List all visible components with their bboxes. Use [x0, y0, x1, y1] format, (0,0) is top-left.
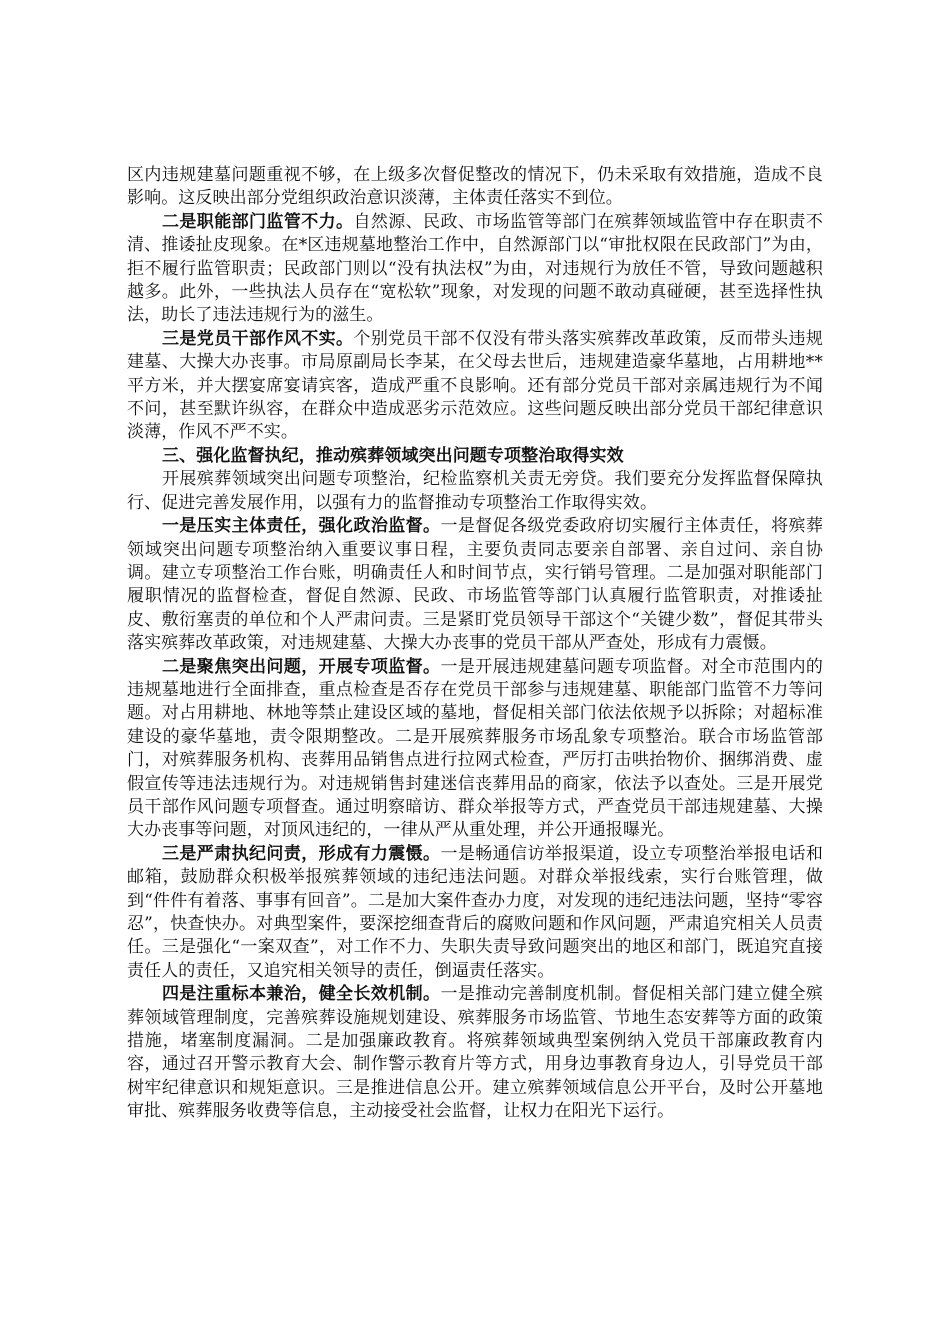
paragraph-text: 一是督促各级党委政府切实履行主体责任，将殡葬领域突出问题专项整治纳入重要议事日程，主要负责同志要亲自部署、亲自过问、亲自协调。建立专项整治工作台账，明确责任人和时间节点，实行销号管理。二是加强对职能部门履职情况的监督检查，督促自然源、民政、市场监管等部门认真履行监管职责，对推诿扯皮、敷衍塞责的单位和个人严肃问责。三是紧盯党员领导干部这个“关键少数”，督促其带头落实殡葬改革政策，对违规建墓、大操大办丧事的党员干部从严查处，形成有力震慑。 [127, 516, 823, 654]
paragraph-responsibility [127, 515, 823, 655]
section-heading [127, 445, 823, 468]
paragraph-lead: 二是聚焦突出问题，开展专项监督。 [162, 656, 441, 677]
paragraph-continuation [127, 164, 823, 211]
paragraph-lead: 三是党员干部作风不实。 [162, 328, 354, 349]
paragraph-lead: 四是注重标本兼治，健全长效机制。 [162, 984, 441, 1005]
paragraph-text: 一是开展违规建墓问题专项监督。对全市范围内的违规墓地进行全面排查，重点检查是否存在党员干部参与违规建墓、职能部门监管不力等问题。对占用耕地、林地等禁止建设区域的墓地，督促相关部门依法依规予以拆除；对超标准建设的豪华墓地，责令限期整改。二是开展殡葬服务市场乱象专项整治。联合市场监管部门，对殡葬服务机构、丧葬用品销售点进行拉网式检查，严厉打击哄抬物价、捆绑消费、虚假宣传等违法违规行为。对违规销售封建迷信丧葬用品的商家，依法予以查处。三是开展党员干部作风问题专项督查。通过明察暗访、群众举报等方式，严查党员干部违规建墓、大操大办丧事等问题，对顶风违纪的，一律从严从重处理，并公开通报曝光。 [127, 656, 823, 841]
paragraph-supervision-weak [127, 211, 823, 328]
paragraph-lead: 一是压实主体责任，强化政治监督。 [162, 516, 441, 537]
section-heading-text: 三、强化监督执纪，推动殡葬领域突出问题专项整治取得实效 [162, 445, 624, 466]
paragraph-text: 个别党员干部不仅没有带头落实殡葬改革政策，反而带头违规建墓、大操大办丧事。市局原副局长李某，在父母去世后，违规建造豪华墓地，占用耕地**平方米，并大摆宴席宴请宾客，造成严重不良影响。还有部分党员干部对亲属违规行为不闻不问，甚至默许纵容，在群众中造成恶劣示范效应。这些问题反映出部分党员干部纪律意识淡薄，作风不严不实。 [127, 328, 823, 443]
paragraph-lead: 三是严肃执纪问责，形成有力震慑。 [162, 843, 441, 864]
paragraph-text: 开展殡葬领域突出问题专项整治，纪检监察机关责无旁贷。我们要充分发挥监督保障执行、促进完善发展作用，以强有力的监督推动专项整治工作取得实效。 [127, 469, 823, 513]
paragraph-cadre-style [127, 328, 823, 445]
paragraph-text: 自然源、民政、市场监管等部门在殡葬领域监管中存在职责不清、推诿扯皮现象。在*区违规墓地整治工作中，自然源部门以“审批权限在民政部门”为由，拒不履行监管职责；民政部门则以“没有执法权”为由，对违规行为放任不管，导致问题越积越多。此外，一些执法人员存在“宽松软”现象，对发现的问题不敢动真碰硬，甚至选择性执法，助长了违法违规行为的滋生。 [127, 211, 823, 326]
paragraph-text: 一是推动完善制度机制。督促相关部门建立健全殡葬领域管理制度，完善殡葬设施规划建设、殡葬服务市场监管、节地生态安葬等方面的政策措施，堵塞制度漏洞。二是加强廉政教育。将殡葬领域典型案例纳入党员干部廉政教育内容，通过召开警示教育大会、制作警示教育片等方式，用身边事教育身边人，引导党员干部树牢纪律意识和规矩意识。三是推进信息公开。建立殡葬领域信息公开平台，及时公开墓地审批、殡葬服务收费等信息，主动接受社会监督，让权力在阳光下运行。 [127, 984, 823, 1122]
paragraph-intro [127, 468, 823, 515]
paragraph-accountability [127, 843, 823, 983]
document-page [127, 164, 823, 1124]
paragraph-text: 一是畅通信访举报渠道，设立专项整治举报电话和邮箱，鼓励群众积极举报殡葬领域的违纪违法问题。对群众举报线索，实行台账管理，做到“件件有着落、事事有回音”。二是加大案件查办力度，对发现的违纪违法问题，坚持“零容忍”，快查快办。对典型案件，要深挖细查背后的腐败问题和作风问题，严肃追究相关人员责任。三是强化“一案双查”，对工作不力、失职失责导致问题突出的地区和部门，既追究直接责任人的责任，又追究相关领导的责任，倒逼责任落实。 [127, 843, 823, 981]
paragraph-special-supervision [127, 656, 823, 843]
paragraph-lead: 二是职能部门监管不力。 [162, 211, 354, 232]
paragraph-text: 区内违规建墓问题重视不够，在上级多次督促整改的情况下，仍未采取有效措施，造成不良影响。这反映出部分党组织政治意识淡薄，主体责任落实不到位。 [127, 165, 823, 209]
paragraph-long-term-mechanism [127, 983, 823, 1123]
